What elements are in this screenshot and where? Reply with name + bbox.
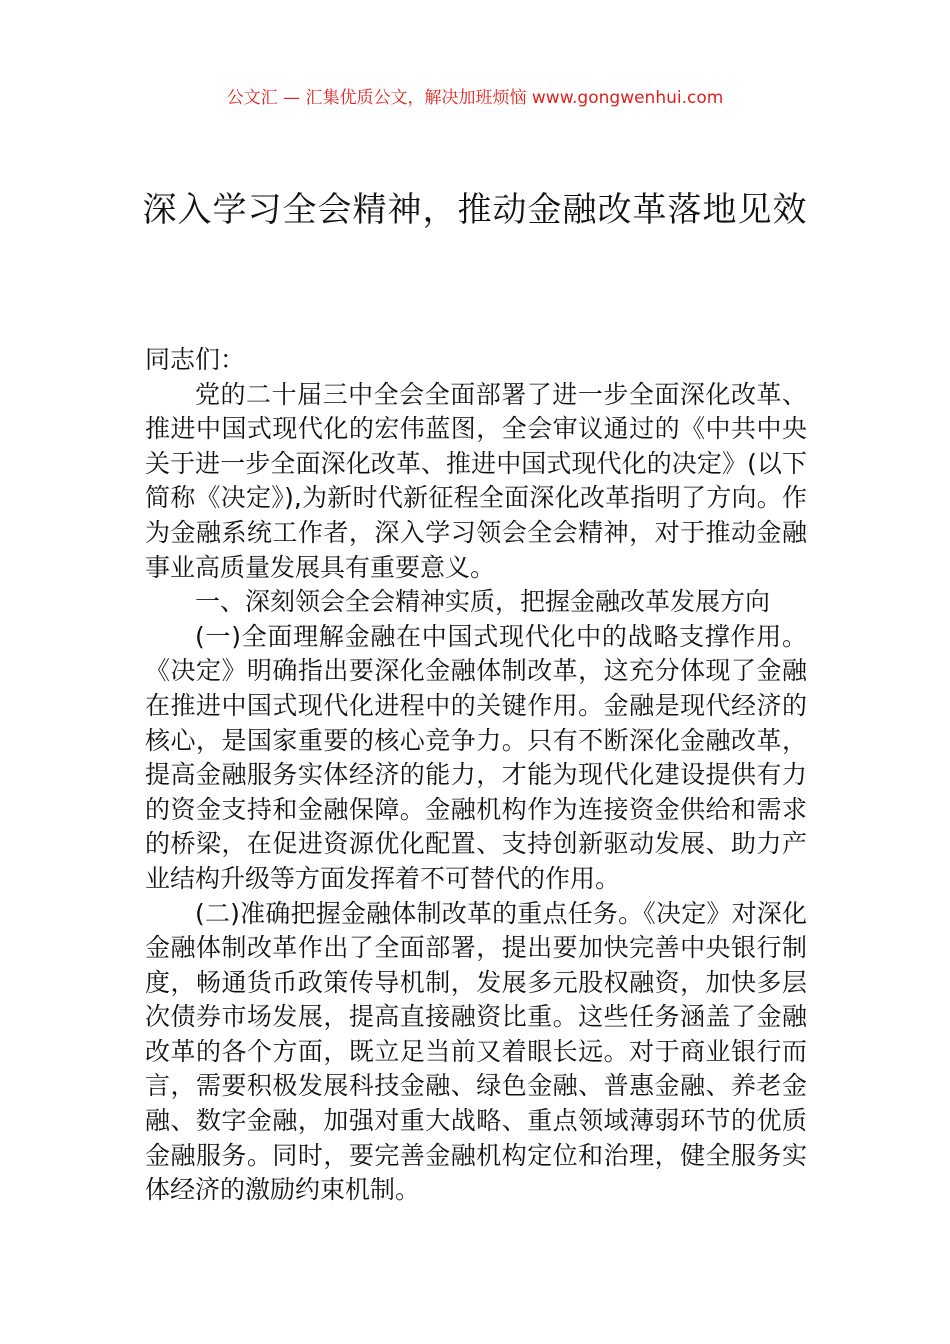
header-banner: 公文汇 — 汇集优质公文，解决加班烦恼 www.gongwenhui.com	[226, 88, 724, 108]
section-heading: 一、深刻领会全会精神实质，把握金融改革发展方向	[195, 587, 771, 617]
paragraph: (二)准确把握金融体制改革的重点任务。《决定》对深化金融体制改革作出了全面部署，提出要加快完善中央银行制度，畅通货币政策传导机制，发展多元股权融资，加快多层次债券市场发展，提高直接融资比重。这些任务涵盖了金融改革的各个方面，既立足当前又着眼长远。对于商业银行而言，需要积极发展科技金融、绿色金融、普惠金融、养老金融、数字金融，加强对重大战略、重点领域薄弱环节的优质金融服务。同时，要完善金融机构定位和治理，健全服务实体经济的激励约束机制。	[145, 898, 807, 1205]
paragraph: (一)全面理解金融在中国式现代化中的战略支撑作用。《决定》明确指出要深化金融体制改革，这充分体现了金融在推进中国式现代化进程中的关键作用。金融是现代经济的核心，是国家重要的核心竞争力。只有不断深化金融改革，提高金融服务实体经济的能力，才能为现代化建设提供有力的资金支持和金融保障。金融机构作为连接资金供给和需求的桥梁，在促进资源优化配置、支持创新驱动发展、助力产业结构升级等方面发挥着不可替代的作用。	[145, 621, 807, 893]
salutation: 同志们：	[145, 345, 246, 374]
document-body	[145, 343, 807, 1208]
document-title: 深入学习全会精神，推动金融改革落地见效	[142, 190, 808, 230]
paragraph: 党的二十届三中全会全面部署了进一步全面深化改革、推进中国式现代化的宏伟蓝图，全会审议通过的《中共中央关于进一步全面深化改革、推进中国式现代化的决定》(以下简称《决定》),为新时代新征程全面深化改革指明了方向。作为金融系统工作者，深入学习领会全会精神，对于推动金融事业高质量发展具有重要意义。	[145, 379, 807, 582]
